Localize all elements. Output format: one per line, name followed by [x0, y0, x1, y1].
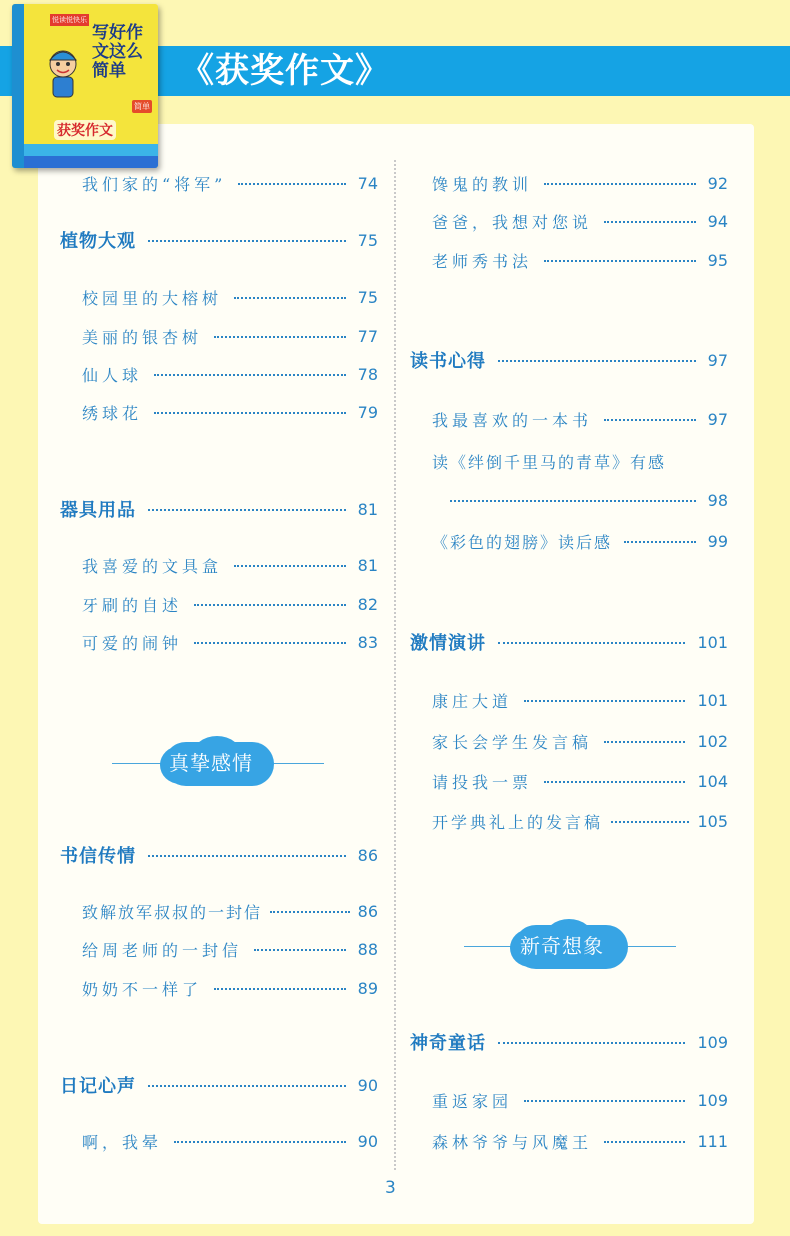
entry-title: 给周老师的一封信 — [82, 940, 243, 960]
leader-dots — [234, 565, 346, 567]
entry-title: 开学典礼上的发言稿 — [432, 812, 604, 832]
entry-page: 74 — [357, 173, 378, 193]
toc-section[interactable] — [410, 348, 728, 372]
leader-dots — [234, 297, 346, 299]
entry-title: 啊，我晕 — [82, 1132, 163, 1152]
toc-entry[interactable] — [432, 1129, 728, 1153]
leader-dots — [604, 1141, 685, 1143]
leader-dots — [524, 1100, 685, 1102]
toc-entry[interactable] — [82, 324, 378, 348]
entry-page: 90 — [357, 1131, 378, 1151]
toc-entry[interactable] — [432, 248, 728, 272]
toc-section[interactable] — [60, 228, 378, 252]
section-heading: 真挚感情 — [169, 751, 253, 775]
leader-dots — [148, 509, 346, 511]
section-heading-cloud — [112, 742, 324, 788]
toc-entry[interactable] — [82, 630, 378, 654]
leader-dots — [544, 183, 696, 185]
entry-page: 98 — [707, 490, 728, 510]
toc-entry[interactable] — [432, 209, 728, 233]
entry-title: 仙人球 — [82, 365, 143, 385]
column-divider — [394, 160, 396, 1170]
section-title: 激情演讲 — [410, 633, 486, 654]
entry-page: 77 — [357, 326, 378, 346]
entry-title: 《彩色的翅膀》读后感 — [432, 532, 613, 552]
toc-entry[interactable] — [432, 171, 728, 195]
toc-entry[interactable] — [82, 1129, 378, 1153]
entry-page: 79 — [357, 402, 378, 422]
section-title: 读书心得 — [410, 351, 486, 372]
leader-dots — [498, 1042, 685, 1044]
entry-page: 101 — [697, 690, 728, 710]
leader-dots — [604, 221, 696, 223]
section-page: 86 — [357, 845, 378, 865]
leader-dots — [214, 988, 346, 990]
entry-page: 111 — [697, 1131, 728, 1151]
section-page: 90 — [357, 1075, 378, 1095]
leader-dots — [254, 949, 346, 951]
leader-dots — [238, 183, 345, 185]
toc-section[interactable] — [60, 497, 378, 521]
leader-dots — [604, 741, 685, 743]
leader-dots — [624, 541, 696, 543]
entry-page: 86 — [357, 901, 378, 921]
toc-entry[interactable] — [432, 1088, 728, 1112]
entry-title: 家长会学生发言稿 — [432, 732, 593, 752]
toc-section[interactable] — [60, 843, 378, 867]
entry-page: 75 — [357, 287, 378, 307]
toc-entry[interactable] — [82, 362, 378, 386]
entry-title: 牙刷的自述 — [82, 595, 183, 615]
toc-entry[interactable] — [82, 400, 378, 424]
leader-dots — [194, 604, 346, 606]
entry-page: 104 — [697, 771, 728, 791]
entry-page: 88 — [357, 939, 378, 959]
entry-title: 绣球花 — [82, 403, 143, 423]
entry-title: 致解放军叔叔的一封信 — [82, 902, 263, 922]
toc-entry[interactable] — [82, 899, 378, 923]
section-title: 日记心声 — [60, 1076, 136, 1097]
toc-section[interactable] — [410, 1030, 728, 1054]
leader-dots — [498, 360, 696, 362]
entry-page: 94 — [707, 211, 728, 231]
entry-title: 美丽的银杏树 — [82, 327, 203, 347]
leader-dots — [498, 642, 685, 644]
leader-dots — [148, 1085, 346, 1087]
book-logo-tag: 悦读悦快乐 — [52, 16, 87, 24]
book-label: 获奖作文 — [54, 120, 116, 140]
book-bottom-band-dark — [24, 156, 158, 168]
entry-title: 康庄大道 — [432, 691, 513, 711]
section-title: 神奇童话 — [410, 1033, 486, 1054]
entry-title: 爸爸，我想对您说 — [432, 212, 593, 232]
toc-entry[interactable] — [82, 553, 378, 577]
section-title: 植物大观 — [60, 231, 136, 252]
leader-dots — [154, 412, 346, 414]
book-spine — [12, 4, 24, 168]
section-title: 器具用品 — [60, 500, 136, 521]
page-number: 3 — [385, 1178, 396, 1198]
entry-page: 89 — [357, 978, 378, 998]
toc-entry[interactable] — [432, 529, 728, 553]
section-page: 101 — [697, 632, 728, 652]
entry-page: 99 — [707, 531, 728, 551]
leader-dots — [604, 419, 696, 421]
section-page: 97 — [707, 350, 728, 370]
leader-dots — [148, 240, 346, 242]
leader-dots — [524, 700, 685, 702]
entry-title: 我最喜欢的一本书 — [432, 410, 593, 430]
toc-entry[interactable] — [432, 688, 728, 712]
entry-title: 我喜爱的文具盒 — [82, 556, 223, 576]
toc-entry-continuation[interactable] — [450, 488, 728, 512]
leader-dots — [270, 911, 350, 913]
entry-title: 我们家的“将军” — [82, 174, 227, 194]
toc-entry[interactable] — [82, 937, 378, 961]
book-cover-thumbnail — [12, 4, 158, 168]
toc-entry[interactable] — [82, 285, 378, 309]
leader-dots — [450, 500, 696, 502]
toc-entry[interactable] — [82, 976, 378, 1000]
toc-entry[interactable] — [82, 592, 378, 616]
leader-dots — [214, 336, 346, 338]
leader-dots — [174, 1141, 346, 1143]
entry-title: 可爱的闹钟 — [82, 633, 183, 653]
entry-page: 83 — [357, 632, 378, 652]
entry-page: 78 — [357, 364, 378, 384]
entry-title: 请投我一票 — [432, 772, 533, 792]
leader-dots — [154, 374, 346, 376]
entry-page: 105 — [697, 811, 728, 831]
section-page: 109 — [697, 1032, 728, 1052]
entry-title: 读《绊倒千里马的青草》有感 — [432, 452, 667, 472]
toc-entry[interactable] — [82, 171, 378, 195]
toc-entry[interactable] — [432, 729, 728, 753]
entry-page: 95 — [707, 250, 728, 270]
entry-title: 馋鬼的教训 — [432, 174, 533, 194]
book-title-text: 写好作文这么简单 — [92, 23, 143, 81]
section-page: 81 — [357, 499, 378, 519]
entry-page: 97 — [707, 409, 728, 429]
leader-dots — [148, 855, 346, 857]
leader-dots — [611, 821, 689, 823]
entry-page: 82 — [357, 594, 378, 614]
entry-title: 老师秀书法 — [432, 251, 533, 271]
leader-dots — [544, 781, 685, 783]
banner-title: 《获奖作文》 — [180, 51, 390, 91]
entry-title: 奶奶不一样了 — [82, 979, 203, 999]
leader-dots — [194, 642, 346, 644]
section-title: 书信传情 — [60, 846, 136, 867]
toc-entry[interactable] — [432, 809, 728, 833]
entry-title: 校园里的大榕树 — [82, 288, 223, 308]
entry-title: 重返家园 — [432, 1091, 513, 1111]
toc-entry[interactable] — [432, 407, 728, 431]
cartoon-boy-icon — [42, 46, 84, 98]
section-heading-cloud — [464, 925, 676, 971]
leader-dots — [544, 260, 696, 262]
toc-entry-wrapped[interactable] — [432, 449, 728, 473]
entry-title: 森林爷爷与风魔王 — [432, 1132, 593, 1152]
entry-page: 92 — [707, 173, 728, 193]
section-heading: 新奇想象 — [520, 934, 604, 958]
entry-page: 81 — [357, 555, 378, 575]
book-badge: 简单 — [134, 102, 150, 111]
toc-section[interactable] — [60, 1073, 378, 1097]
section-page: 75 — [357, 230, 378, 250]
toc-section[interactable] — [410, 630, 728, 654]
toc-entry[interactable] — [432, 769, 728, 793]
entry-page: 109 — [697, 1090, 728, 1110]
entry-page: 102 — [697, 731, 728, 751]
